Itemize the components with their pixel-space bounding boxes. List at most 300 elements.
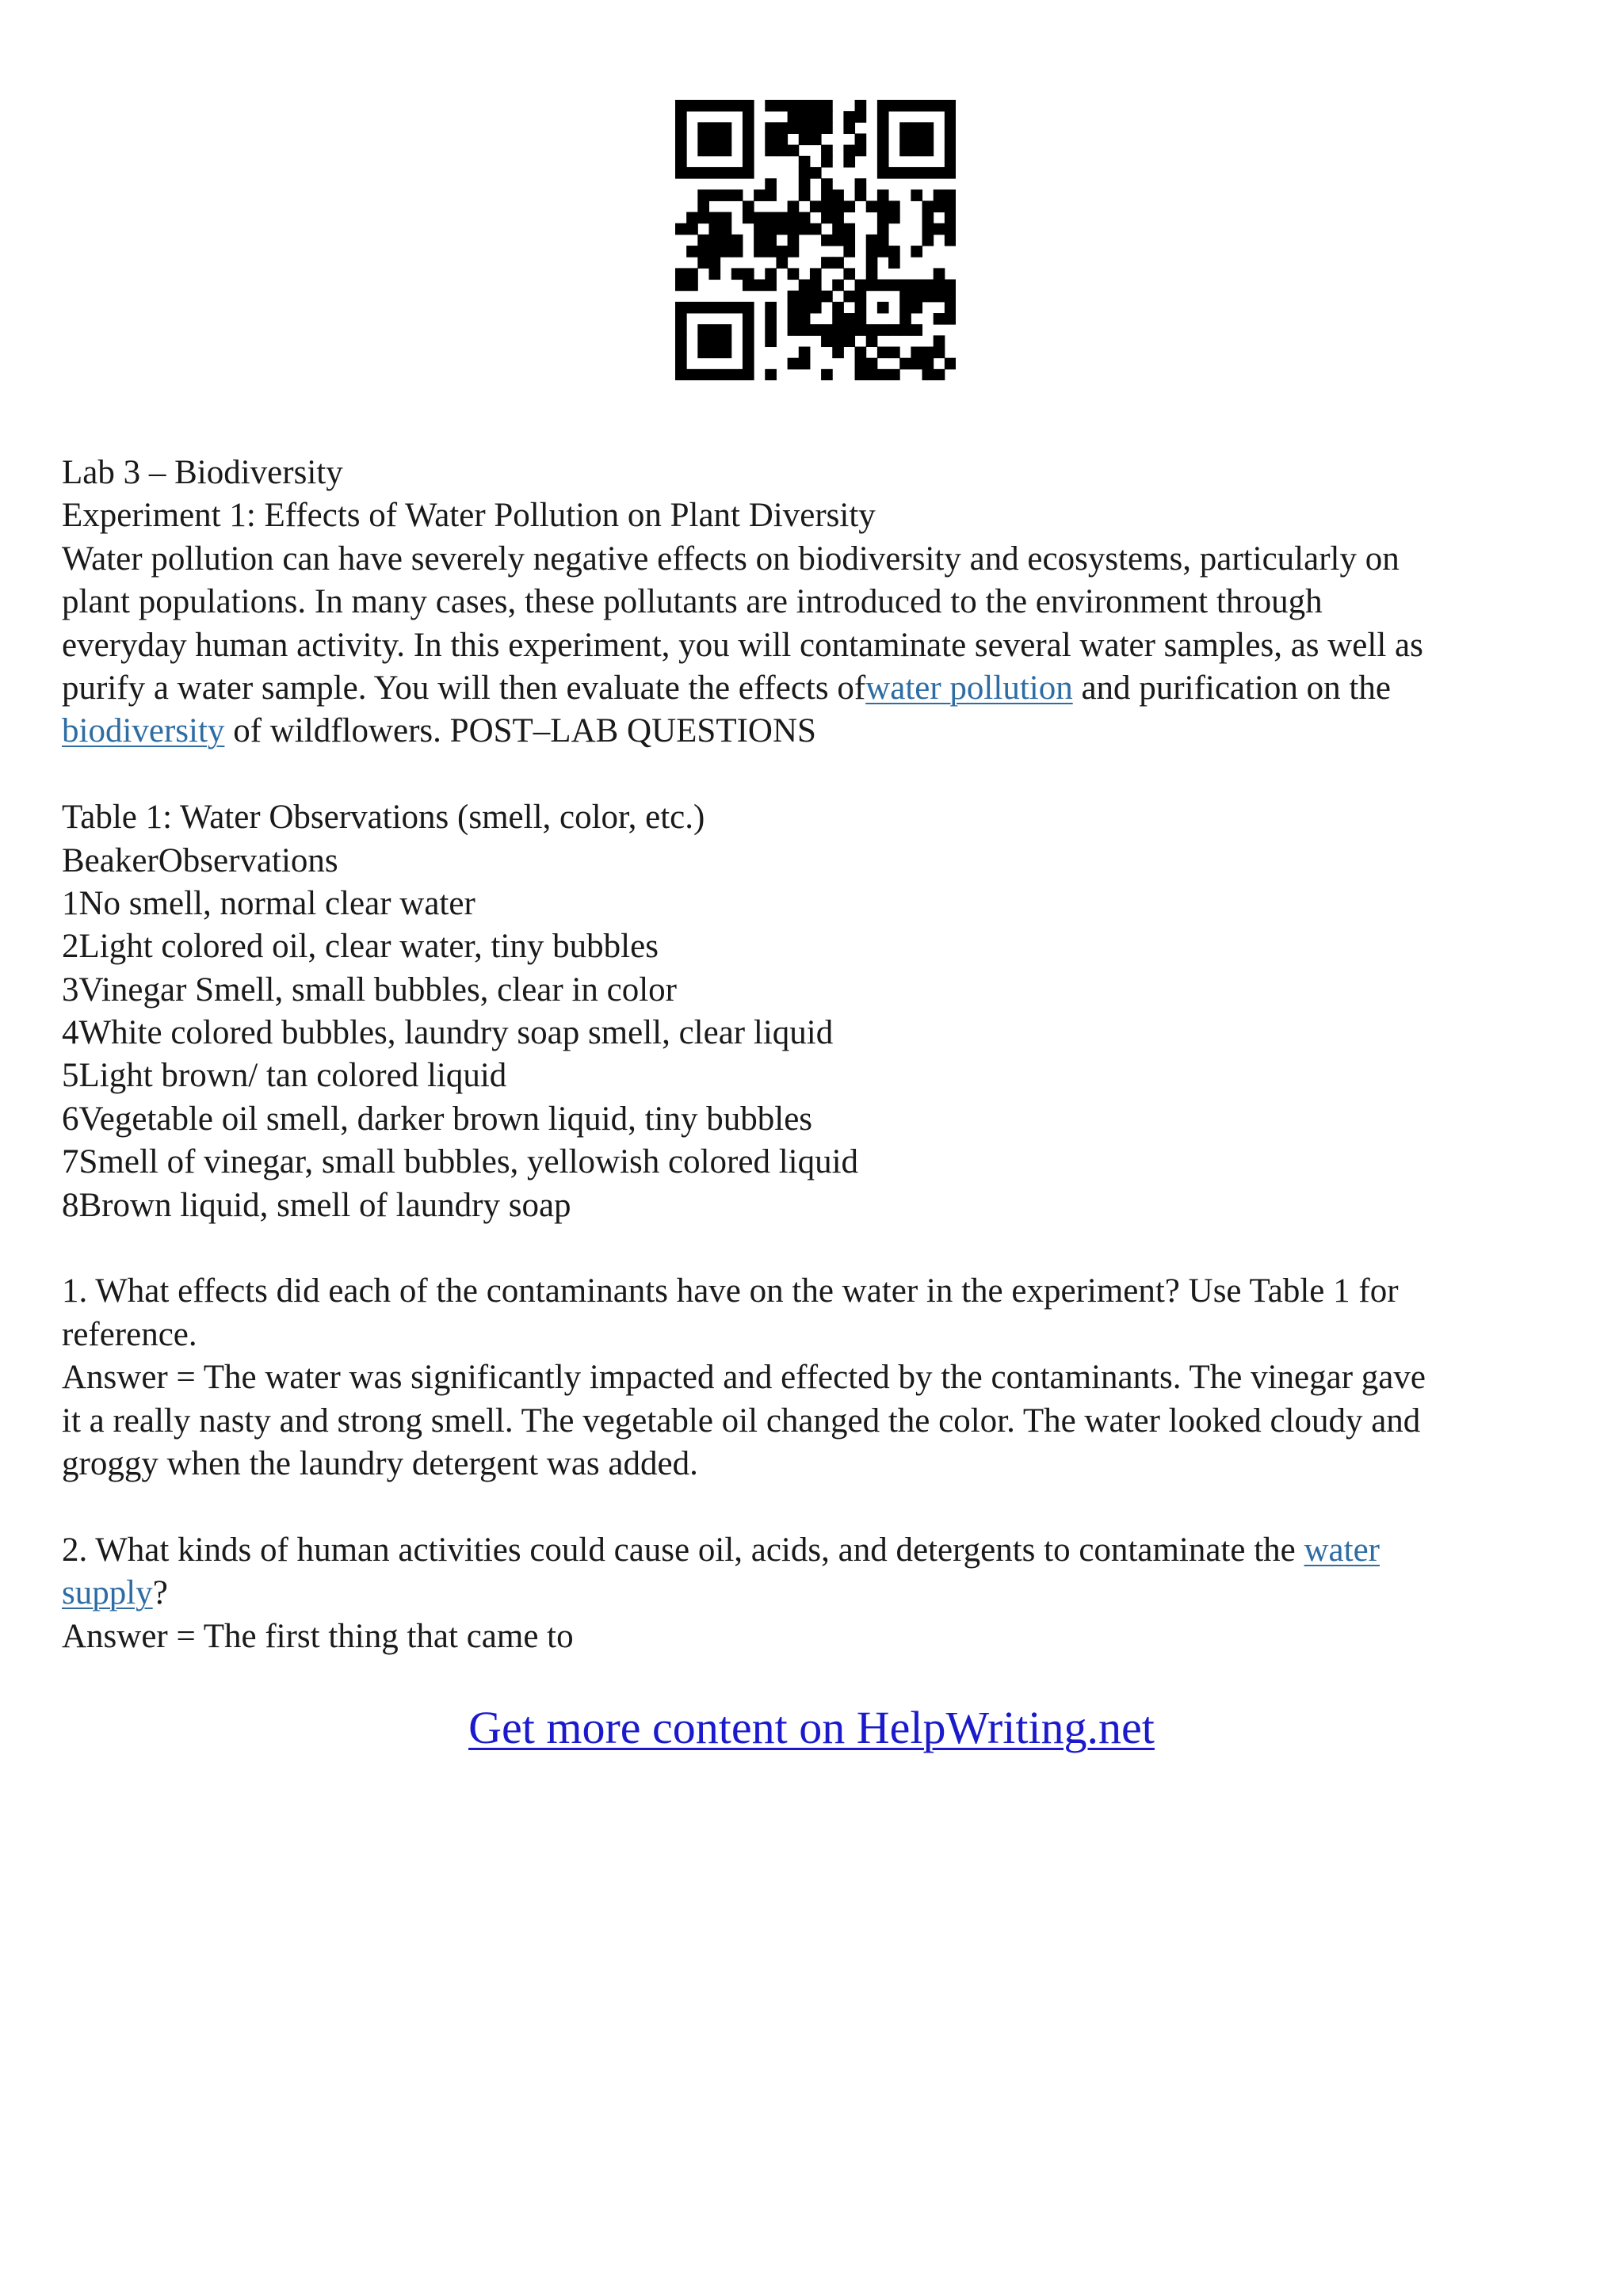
qr-module (922, 280, 934, 292)
qr-module (922, 358, 934, 370)
qr-module (743, 145, 754, 157)
question-2 (62, 1529, 1568, 1572)
qr-module (877, 189, 889, 201)
qr-module (765, 189, 777, 201)
qr-module (675, 133, 687, 145)
qr-module (911, 347, 922, 359)
qr-module (945, 358, 956, 370)
qr-module (888, 167, 900, 179)
qr-module (799, 189, 811, 201)
water-supply-link[interactable]: water (1304, 1531, 1380, 1569)
qr-module (743, 212, 754, 224)
qr-module (765, 212, 777, 224)
water-pollution-link[interactable]: water pollution (865, 669, 1073, 707)
qr-module (843, 223, 855, 235)
qr-module (743, 358, 754, 370)
qr-module (888, 200, 900, 212)
qr-module (765, 235, 777, 246)
qr-module (799, 100, 811, 112)
qr-module (945, 122, 956, 134)
qr-module (810, 223, 822, 235)
table-caption: Table 1: Water Observations (smell, color, etc.) (62, 799, 705, 837)
qr-module (810, 133, 822, 145)
biodiversity-link[interactable]: biodiversity (62, 712, 225, 750)
qr-module (799, 324, 811, 336)
qr-module (743, 268, 754, 280)
qr-module (899, 167, 911, 179)
qr-module (922, 212, 934, 224)
qr-module (708, 246, 720, 257)
answer-1: groggy when the laundry detergent was added. (62, 1444, 698, 1482)
qr-module (743, 167, 754, 179)
qr-module (843, 335, 855, 347)
qr-module (810, 100, 822, 112)
table-row: 3Vinegar Smell, small bubbles, clear in color (62, 971, 677, 1009)
qr-module (743, 111, 754, 123)
qr-module (686, 280, 698, 292)
qr-module (720, 100, 732, 112)
qr-module (799, 156, 811, 168)
qr-module (888, 369, 900, 380)
qr-module (708, 212, 720, 224)
qr-module (697, 324, 709, 336)
footer (0, 1700, 1623, 1756)
qr-module (675, 324, 687, 336)
qr-module (720, 246, 732, 257)
qr-module (686, 212, 698, 224)
qr-module (743, 100, 754, 112)
qr-module (877, 280, 889, 292)
qr-module (708, 268, 720, 280)
qr-module (821, 257, 833, 269)
qr-module (675, 280, 687, 292)
qr-module (810, 291, 822, 303)
qr-module (675, 223, 687, 235)
qr-module (843, 324, 855, 336)
qr-module (799, 302, 811, 314)
qr-module (945, 111, 956, 123)
qr-module (843, 268, 855, 280)
qr-module (743, 313, 754, 325)
table-row: 2Light colored oil, clear water, tiny bubbles (62, 928, 659, 966)
qr-module (843, 291, 855, 303)
qr-module (855, 358, 867, 370)
qr-module (832, 324, 844, 336)
qr-module (866, 246, 878, 257)
qr-module (911, 324, 922, 336)
qr-module (821, 369, 833, 380)
qr-module (708, 133, 720, 145)
intro-text: of wildflowers. POST–LAB QUESTIONS (224, 712, 816, 750)
qr-module (922, 133, 934, 145)
qr-module (743, 369, 754, 380)
qr-module (708, 122, 720, 134)
qr-module (765, 133, 777, 145)
qr-module (877, 369, 889, 380)
qr-module (855, 133, 867, 145)
qr-module (708, 223, 720, 235)
qr-module (788, 302, 800, 314)
qr-module (866, 335, 878, 347)
qr-module (945, 145, 956, 157)
qr-module (708, 347, 720, 359)
qr-module (922, 347, 934, 359)
table-row: 4White colored bubbles, laundry soap smell, clear liquid (62, 1014, 834, 1052)
qr-module (731, 167, 743, 179)
qr-module (708, 369, 720, 380)
qr-module (934, 223, 945, 235)
qr-module (776, 246, 788, 257)
qr-module (934, 200, 945, 212)
qr-module (765, 335, 777, 347)
intro-line: everyday human activity. In this experiment, you will contaminate several water samples, as well as (62, 626, 1423, 664)
qr-module (934, 268, 945, 280)
qr-module (731, 189, 743, 201)
qr-module (945, 100, 956, 112)
qr-module (743, 302, 754, 314)
qr-module (934, 189, 945, 201)
qr-module (776, 257, 788, 269)
qr-module (731, 302, 743, 314)
qr-module (788, 111, 800, 123)
qr-module (843, 145, 855, 157)
question-2-text: ? (152, 1574, 168, 1612)
qr-module (866, 235, 878, 246)
question-2-text: 2. What kinds of human activities could cause oil, acids, and detergents to contaminate the (62, 1531, 1304, 1569)
qr-module (832, 280, 844, 292)
qr-module (743, 200, 754, 212)
qr-module (697, 212, 709, 224)
qr-module (821, 156, 833, 168)
qr-module (832, 313, 844, 325)
qr-module (731, 369, 743, 380)
qr-module (810, 122, 822, 134)
experiment-title: Experiment 1: Effects of Water Pollution on Plant Diversity (62, 497, 876, 535)
qr-module (888, 257, 900, 269)
qr-module (855, 313, 867, 325)
qr-module (945, 280, 956, 292)
qr-module (934, 313, 945, 325)
qr-module (686, 268, 698, 280)
qr-module (765, 302, 777, 314)
qr-module (911, 280, 922, 292)
qr-module (686, 369, 698, 380)
qr-module (888, 246, 900, 257)
qr-module (945, 302, 956, 314)
qr-module (945, 167, 956, 179)
qr-module (799, 358, 811, 370)
qr-module (821, 145, 833, 157)
document-body (62, 452, 1568, 1658)
lab-title: Lab 3 – Biodiversity (62, 454, 343, 491)
qr-module (788, 200, 800, 212)
qr-module (776, 100, 788, 112)
qr-module (720, 302, 732, 314)
question-2 (62, 1572, 1568, 1615)
qr-module (877, 212, 889, 224)
qr-module (675, 111, 687, 123)
qr-module (708, 235, 720, 246)
qr-module (776, 133, 788, 145)
qr-module (754, 280, 766, 292)
qr-module (911, 167, 922, 179)
qr-module (765, 246, 777, 257)
qr-module (788, 268, 800, 280)
qr-module (821, 235, 833, 246)
qr-module (945, 133, 956, 145)
question-1: 1. What effects did each of the contaminants have on the water in the experiment? Use Table 1 for (62, 1272, 1399, 1310)
qr-module (855, 324, 867, 336)
qr-module (743, 324, 754, 336)
qr-module (686, 167, 698, 179)
qr-module (855, 178, 867, 190)
qr-module (788, 235, 800, 246)
spacer (62, 1227, 1568, 1270)
qr-module (788, 291, 800, 303)
qr-module (922, 369, 934, 380)
qr-module (675, 313, 687, 325)
qr-module (675, 302, 687, 314)
table-row: 6Vegetable oil smell, darker brown liquid, tiny bubbles (62, 1100, 813, 1138)
qr-module (708, 100, 720, 112)
qr-module (810, 111, 822, 123)
qr-module (754, 223, 766, 235)
qr-module (697, 257, 709, 269)
qr-module (832, 257, 844, 269)
qr-module (899, 291, 911, 303)
qr-module (799, 133, 811, 145)
qr-module (686, 223, 698, 235)
qr-module (945, 212, 956, 224)
qr-module (888, 347, 900, 359)
qr-module (708, 324, 720, 336)
qr-module (855, 100, 867, 112)
qr-code-icon (675, 100, 956, 380)
qr-module (888, 100, 900, 112)
qr-module (697, 246, 709, 257)
qr-module (697, 133, 709, 145)
qr-module (832, 335, 844, 347)
qr-module (810, 324, 822, 336)
qr-module (697, 167, 709, 179)
qr-module (911, 145, 922, 157)
qr-module (922, 100, 934, 112)
qr-module (899, 133, 911, 145)
qr-module (675, 358, 687, 370)
qr-module (877, 223, 889, 235)
qr-module (799, 111, 811, 123)
qr-module (843, 156, 855, 168)
qr-module (821, 335, 833, 347)
qr-module (675, 145, 687, 157)
qr-module (743, 156, 754, 168)
qr-module (888, 324, 900, 336)
qr-module (788, 324, 800, 336)
qr-module (855, 291, 867, 303)
qr-module (945, 291, 956, 303)
qr-module (799, 291, 811, 303)
qr-module (866, 280, 878, 292)
water-supply-link[interactable]: supply (62, 1574, 153, 1612)
qr-module (720, 133, 732, 145)
qr-module (799, 347, 811, 359)
qr-module (877, 246, 889, 257)
qr-module (877, 324, 889, 336)
qr-module (697, 189, 709, 201)
qr-module (821, 324, 833, 336)
table-header: BeakerObservations (62, 841, 338, 879)
qr-module (855, 302, 867, 314)
qr-module (911, 358, 922, 370)
qr-module (911, 291, 922, 303)
qr-module (675, 369, 687, 380)
qr-module (788, 122, 800, 134)
qr-module (765, 324, 777, 336)
qr-module (720, 167, 732, 179)
qr-module (911, 133, 922, 145)
qr-module (765, 369, 777, 380)
qr-module (708, 189, 720, 201)
qr-module (776, 212, 788, 224)
qr-module (708, 257, 720, 269)
qr-module (899, 122, 911, 134)
spacer (62, 753, 1568, 796)
qr-module (888, 280, 900, 292)
qr-module (720, 145, 732, 157)
qr-module (697, 200, 709, 212)
qr-module (697, 100, 709, 112)
qr-module (810, 268, 822, 280)
qr-module (788, 246, 800, 257)
qr-module (934, 369, 945, 380)
table-row: 8Brown liquid, smell of laundry soap (62, 1186, 571, 1224)
intro-line: plant populations. In many cases, these pollutants are introduced to the environment through (62, 583, 1323, 621)
qr-module (899, 324, 911, 336)
qr-module (922, 145, 934, 157)
qr-module (810, 280, 822, 292)
qr-module (832, 200, 844, 212)
qr-module (899, 313, 911, 325)
qr-module (843, 235, 855, 246)
spacer (62, 1486, 1568, 1528)
qr-module (855, 189, 867, 201)
qr-module (945, 235, 956, 246)
qr-module (922, 223, 934, 235)
qr-module (866, 369, 878, 380)
qr-module (945, 156, 956, 168)
qr-module (788, 313, 800, 325)
qr-module (686, 302, 698, 314)
qr-module (799, 212, 811, 224)
qr-module (810, 302, 822, 314)
qr-module (697, 369, 709, 380)
qr-module (765, 145, 777, 157)
qr-module (720, 347, 732, 359)
qr-module (922, 235, 934, 246)
qr-module (866, 200, 878, 212)
qr-module (799, 122, 811, 134)
qr-module (810, 200, 822, 212)
qr-module (743, 280, 754, 292)
qr-module (832, 235, 844, 246)
qr-module (720, 324, 732, 336)
qr-module (675, 122, 687, 134)
answer-2: Answer = The first thing that came to (62, 1617, 574, 1655)
qr-module (810, 167, 822, 179)
question-1: reference. (62, 1315, 197, 1353)
qr-module (675, 167, 687, 179)
qr-module (731, 268, 743, 280)
qr-module (832, 212, 844, 224)
qr-module (697, 302, 709, 314)
qr-module (832, 347, 844, 359)
qr-module (776, 223, 788, 235)
qr-module (788, 223, 800, 235)
qr-module (832, 189, 844, 201)
qr-module (708, 335, 720, 347)
qr-module (731, 235, 743, 246)
qr-module (821, 178, 833, 190)
qr-module (866, 358, 878, 370)
qr-module (799, 167, 811, 179)
qr-module (843, 200, 855, 212)
qr-module (720, 189, 732, 201)
qr-module (720, 122, 732, 134)
table-row: 1No smell, normal clear water (62, 884, 475, 922)
qr-module (720, 369, 732, 380)
qr-module (855, 369, 867, 380)
qr-module (708, 167, 720, 179)
qr-module (821, 111, 833, 123)
qr-module (843, 246, 855, 257)
qr-module (765, 223, 777, 235)
qr-module (708, 302, 720, 314)
qr-module (765, 178, 777, 190)
qr-module (843, 111, 855, 123)
qr-module (765, 280, 777, 292)
intro-text: and purification on the (1072, 669, 1391, 707)
qr-module (934, 167, 945, 179)
qr-module (697, 145, 709, 157)
qr-module (765, 313, 777, 325)
qr-module (934, 347, 945, 359)
qr-module (922, 122, 934, 134)
qr-module (899, 100, 911, 112)
qr-module (697, 122, 709, 134)
qr-module (877, 347, 889, 359)
table-row: 7Smell of vinegar, small bubbles, yellowish colored liquid (62, 1143, 859, 1181)
qr-module (922, 200, 934, 212)
qr-module (934, 100, 945, 112)
qr-module (843, 313, 855, 325)
helpwriting-link[interactable]: Get more content on HelpWriting.net (468, 1702, 1155, 1753)
qr-module (720, 235, 732, 246)
qr-module (686, 246, 698, 257)
qr-module (922, 167, 934, 179)
qr-module (911, 189, 922, 201)
qr-module (754, 189, 766, 201)
qr-module (788, 145, 800, 157)
qr-module (832, 302, 844, 314)
qr-module (765, 100, 777, 112)
qr-module (754, 212, 766, 224)
qr-module (697, 347, 709, 359)
qr-module (754, 246, 766, 257)
qr-module (934, 291, 945, 303)
qr-module (675, 268, 687, 280)
qr-module (799, 280, 811, 292)
qr-module (697, 335, 709, 347)
